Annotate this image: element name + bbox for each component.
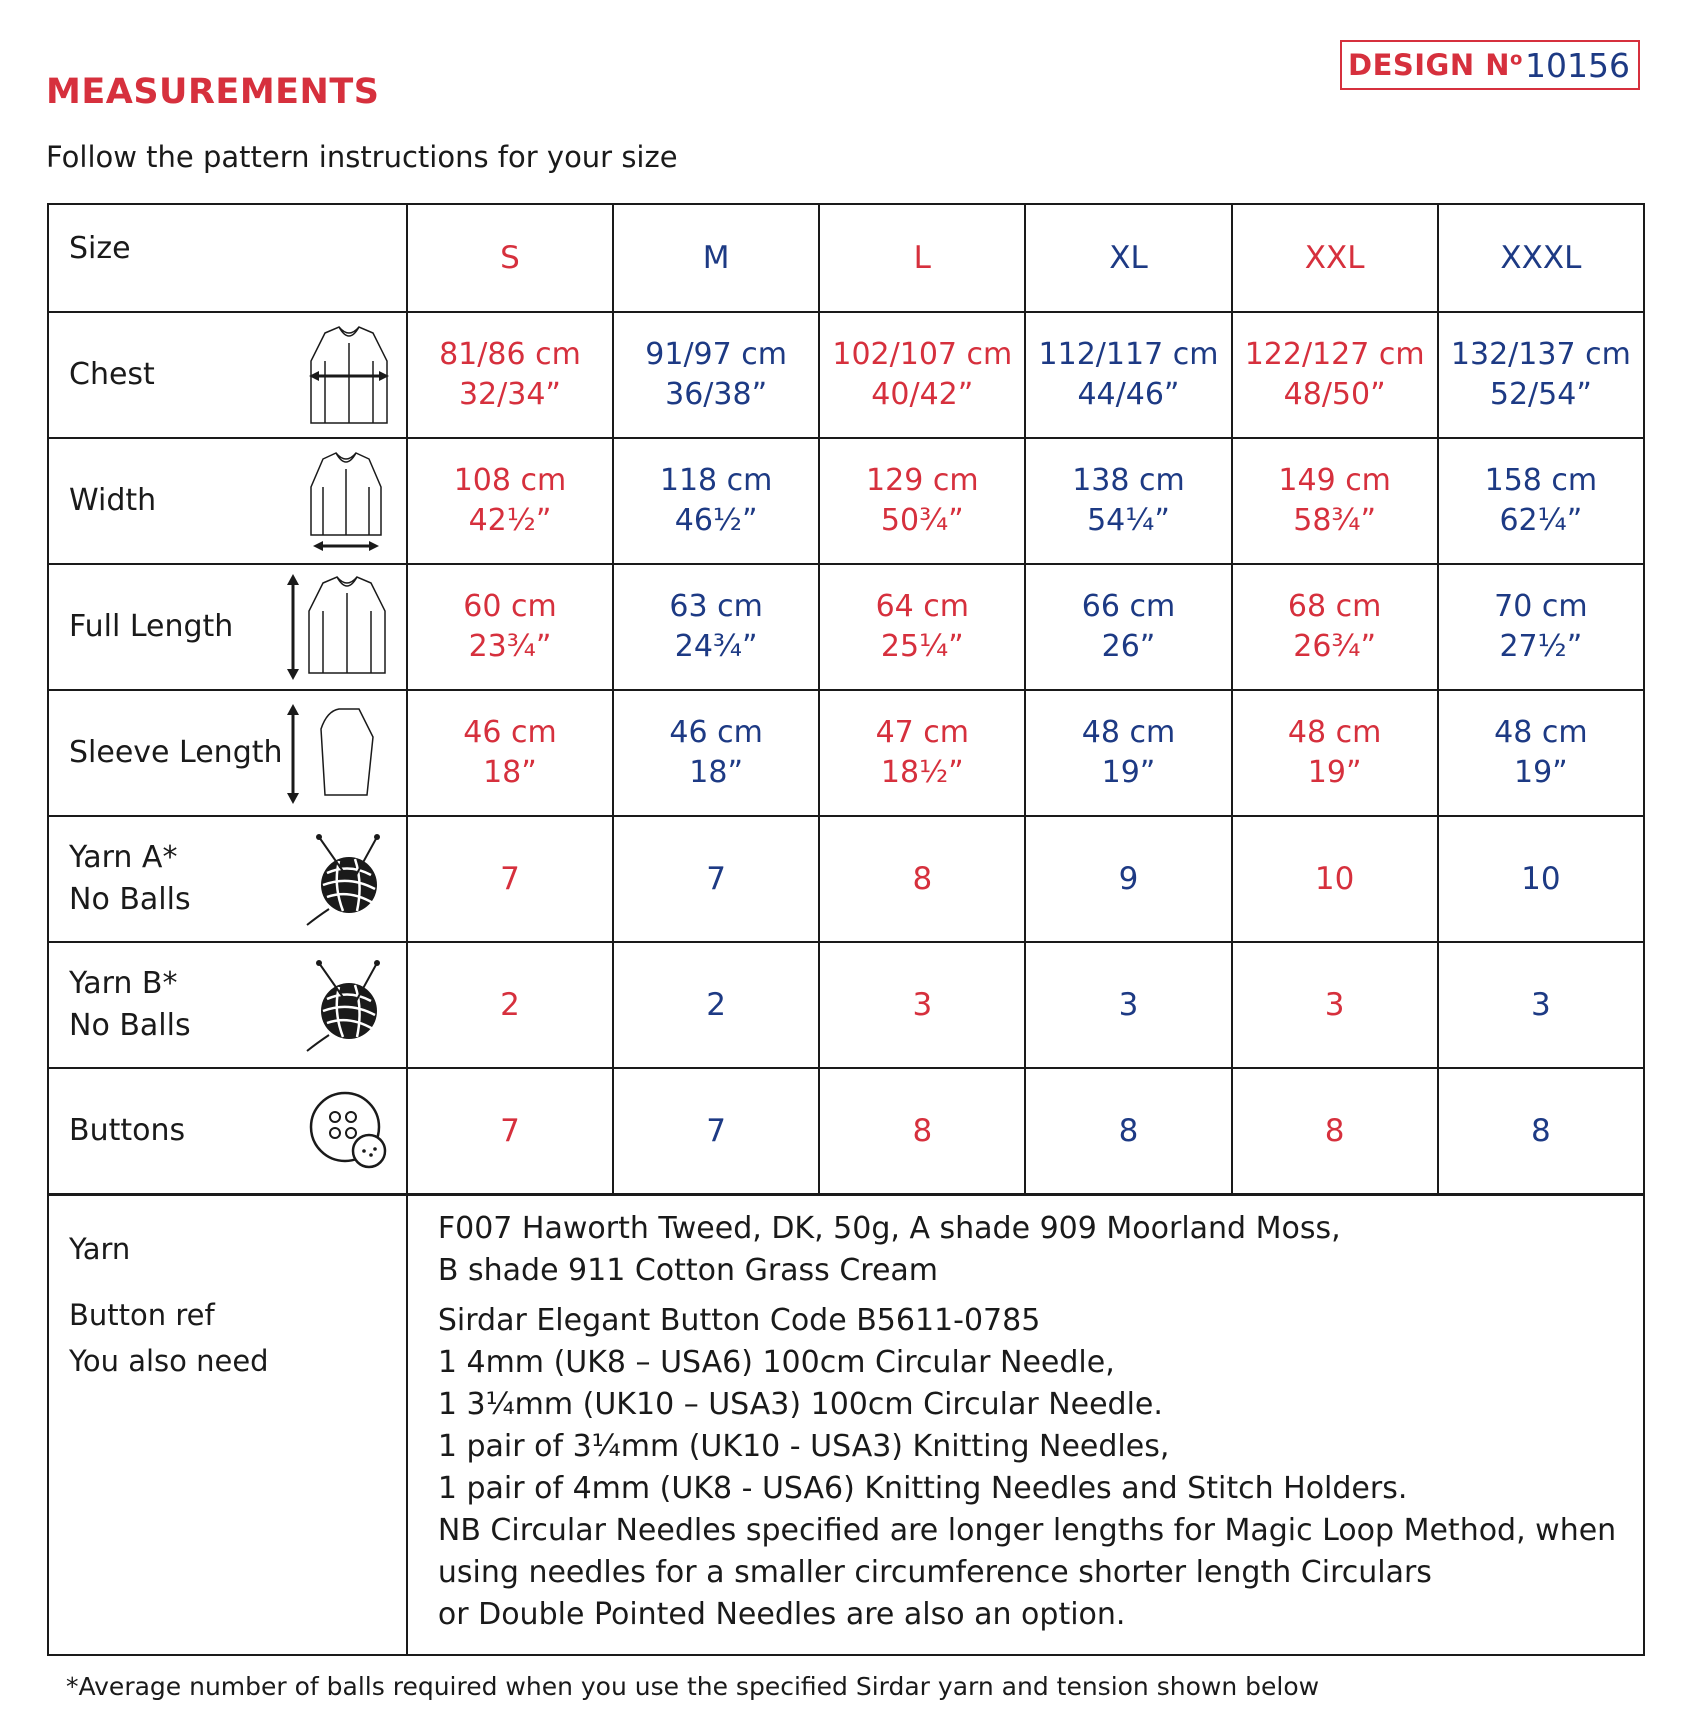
row-label	[69, 963, 191, 1047]
buttons-row	[48, 1068, 1644, 1195]
yarn-b-balls: 3	[1232, 942, 1438, 1068]
design-label	[1348, 48, 1523, 82]
page-subtitle: Follow the pattern instructions for your size	[46, 140, 678, 174]
cardigan-length-icon	[281, 571, 393, 683]
value-in: 18”	[689, 755, 743, 790]
value-cm: 64 cm	[875, 589, 970, 624]
value-in: 25¼”	[880, 629, 964, 664]
sleeve-length-value	[1025, 690, 1231, 816]
value-cm: 60 cm	[463, 589, 557, 624]
width-label-cell	[48, 438, 407, 564]
size-label-cell	[48, 204, 407, 312]
size-header: L	[819, 204, 1025, 312]
value-cm: 102/107 cm	[832, 337, 1013, 372]
size-row	[48, 204, 1644, 312]
design-label-sup: o	[1510, 48, 1523, 70]
buttons-count: 8	[1025, 1068, 1231, 1195]
yarn-a-balls: 10	[1438, 816, 1644, 942]
value-in: 46½”	[674, 503, 758, 538]
sleeve-length-value	[819, 690, 1025, 816]
row-label: Chest	[69, 357, 155, 392]
width-row	[48, 438, 1644, 564]
buttons-count: 8	[819, 1068, 1025, 1195]
buttons-label-cell	[48, 1068, 407, 1195]
sleeve-length-label-cell	[48, 690, 407, 816]
value-in: 44/46”	[1077, 377, 1180, 412]
materials-text	[407, 1195, 1644, 1656]
yarn-a-balls: 8	[819, 816, 1025, 942]
yarn-b-balls: 2	[407, 942, 613, 1068]
row-label-line-2: No Balls	[69, 1008, 191, 1043]
sleeve-length-value	[1438, 690, 1644, 816]
value-in: 23¾”	[468, 629, 552, 664]
value-in: 40/42”	[871, 377, 974, 412]
value-cm: 46 cm	[463, 715, 557, 750]
width-value	[1438, 438, 1644, 564]
sleeve-length-value	[1232, 690, 1438, 816]
full-length-value	[1025, 564, 1231, 690]
size-header: XXL	[1232, 204, 1438, 312]
value-cm: 112/117 cm	[1038, 337, 1219, 372]
value-in: 19”	[1514, 755, 1568, 790]
value-in: 27½”	[1499, 629, 1583, 664]
button-ref-label: Button ref	[69, 1298, 215, 1332]
chest-value	[819, 312, 1025, 438]
value-cm: 46 cm	[669, 715, 763, 750]
size-header: M	[613, 204, 819, 312]
row-label-line-1: Yarn A*	[69, 840, 178, 875]
width-value	[819, 438, 1025, 564]
full-length-value	[819, 564, 1025, 690]
value-in: 58¾”	[1293, 503, 1377, 538]
value-cm: 68 cm	[1287, 589, 1382, 624]
cardigan-width-icon	[301, 447, 391, 557]
yarn-line: F007 Haworth Tweed, DK, 50g, A shade 909 Moorland Moss,	[437, 1211, 1341, 1246]
materials-row	[48, 1195, 1644, 1656]
full-length-value	[613, 564, 819, 690]
yarn-a-balls: 7	[613, 816, 819, 942]
value-cm: 118 cm	[659, 463, 773, 498]
sleeve-length-icon	[281, 703, 391, 805]
value-cm: 91/97 cm	[645, 337, 787, 372]
row-label: Buttons	[69, 1113, 186, 1148]
yarn-ball-needles-icon	[303, 833, 389, 929]
yarn-b-balls: 3	[1438, 942, 1644, 1068]
button-code-line: Sirdar Elegant Button Code B5611-0785	[437, 1303, 1041, 1338]
width-value	[1025, 438, 1231, 564]
size-header: XL	[1025, 204, 1231, 312]
need-line: or Double Pointed Needles are also an option.	[437, 1597, 1126, 1632]
yarn-a-balls: 9	[1025, 816, 1231, 942]
need-line: NB Circular Needles specified are longer lengths for Magic Loop Method, when	[437, 1513, 1617, 1548]
yarn-a-balls: 10	[1232, 816, 1438, 942]
need-line: 1 3¼mm (UK10 – USA3) 100cm Circular Needle.	[437, 1387, 1163, 1422]
value-cm: 138 cm	[1072, 463, 1185, 498]
value-cm: 81/86 cm	[439, 337, 581, 372]
value-cm: 129 cm	[866, 463, 979, 498]
yarn-ball-needles-icon	[303, 959, 389, 1055]
full-length-value	[1232, 564, 1438, 690]
row-label: Width	[69, 483, 157, 518]
value-in: 48/50”	[1283, 377, 1386, 412]
value-cm: 48 cm	[1287, 715, 1382, 750]
full-length-label-cell	[48, 564, 407, 690]
need-line: using needles for a smaller circumference shorter length Circulars	[437, 1555, 1432, 1590]
need-line: 1 pair of 3¼mm (UK10 - USA3) Knitting Needles,	[437, 1429, 1170, 1464]
value-cm: 108 cm	[453, 463, 567, 498]
yarn-a-row	[48, 816, 1644, 942]
width-value	[613, 438, 819, 564]
value-in: 36/38”	[665, 377, 768, 412]
buttons-count: 7	[613, 1068, 819, 1195]
value-cm: 48 cm	[1494, 715, 1588, 750]
sleeve-length-value	[613, 690, 819, 816]
yarn-b-balls: 3	[1025, 942, 1231, 1068]
value-cm: 149 cm	[1278, 463, 1391, 498]
yarn-label: Yarn	[69, 1232, 131, 1266]
size-header: XXXL	[1438, 204, 1644, 312]
row-label: Full Length	[69, 609, 234, 644]
value-in: 19”	[1307, 755, 1362, 790]
value-cm: 63 cm	[669, 589, 763, 624]
design-number-box	[1340, 40, 1640, 90]
value-cm: 70 cm	[1494, 589, 1588, 624]
yarn-b-balls: 3	[819, 942, 1025, 1068]
width-value	[1232, 438, 1438, 564]
sleeve-length-value	[407, 690, 613, 816]
cardigan-chest-icon	[299, 321, 399, 431]
yarn-a-label-cell	[48, 816, 407, 942]
row-label-line-1: Yarn B*	[69, 966, 178, 1001]
value-in: 24¾”	[674, 629, 758, 664]
width-value	[407, 438, 613, 564]
sleeve-length-row	[48, 690, 1644, 816]
buttons-count: 8	[1438, 1068, 1644, 1195]
value-in: 52/54”	[1489, 377, 1592, 412]
value-in: 26¾”	[1293, 629, 1377, 664]
chest-value	[1232, 312, 1438, 438]
yarn-b-row	[48, 942, 1644, 1068]
size-header: S	[407, 204, 613, 312]
yarn-line: B shade 911 Cotton Grass Cream	[437, 1253, 939, 1288]
row-label: Sleeve Length	[69, 735, 283, 770]
full-length-row	[48, 564, 1644, 690]
button-icon	[307, 1089, 391, 1173]
value-cm: 66 cm	[1081, 589, 1176, 624]
design-number: 10156	[1525, 45, 1630, 85]
chest-value	[1438, 312, 1644, 438]
chest-value	[407, 312, 613, 438]
full-length-value	[407, 564, 613, 690]
value-cm: 122/127 cm	[1244, 337, 1425, 372]
value-in: 50¾”	[880, 503, 964, 538]
chest-row	[48, 312, 1644, 438]
design-label-text: DESIGN N	[1348, 48, 1510, 82]
value-cm: 132/137 cm	[1450, 337, 1631, 372]
value-cm: 158 cm	[1484, 463, 1598, 498]
row-label	[69, 837, 191, 921]
value-in: 54¼”	[1087, 503, 1170, 538]
chest-value	[1025, 312, 1231, 438]
page-title: MEASUREMENTS	[46, 72, 380, 112]
value-in: 32/34”	[458, 377, 561, 412]
row-label-line-2: No Balls	[69, 882, 191, 917]
buttons-count: 7	[407, 1068, 613, 1195]
value-in: 42½”	[468, 503, 552, 538]
materials-labels	[48, 1195, 407, 1656]
need-line: 1 4mm (UK8 – USA6) 100cm Circular Needle,	[437, 1345, 1115, 1380]
chest-label-cell	[48, 312, 407, 438]
full-length-value	[1438, 564, 1644, 690]
value-in: 18”	[483, 755, 537, 790]
value-cm: 48 cm	[1081, 715, 1176, 750]
measurements-table	[47, 203, 1645, 1656]
value-in: 62¼”	[1499, 503, 1583, 538]
yarn-b-label-cell	[48, 942, 407, 1068]
yarn-b-balls: 2	[613, 942, 819, 1068]
value-cm: 47 cm	[875, 715, 970, 750]
yarn-a-balls: 7	[407, 816, 613, 942]
value-in: 18½”	[880, 755, 964, 790]
also-need-label: You also need	[69, 1344, 269, 1378]
need-line: 1 pair of 4mm (UK8 - USA6) Knitting Needles and Stitch Holders.	[437, 1471, 1408, 1506]
value-in: 26”	[1101, 629, 1156, 664]
footnote: *Average number of balls required when you use the specified Sirdar yarn and tension shown below	[66, 1672, 1320, 1701]
buttons-count: 8	[1232, 1068, 1438, 1195]
size-label: Size	[69, 231, 131, 266]
chest-value	[613, 312, 819, 438]
value-in: 19”	[1101, 755, 1156, 790]
